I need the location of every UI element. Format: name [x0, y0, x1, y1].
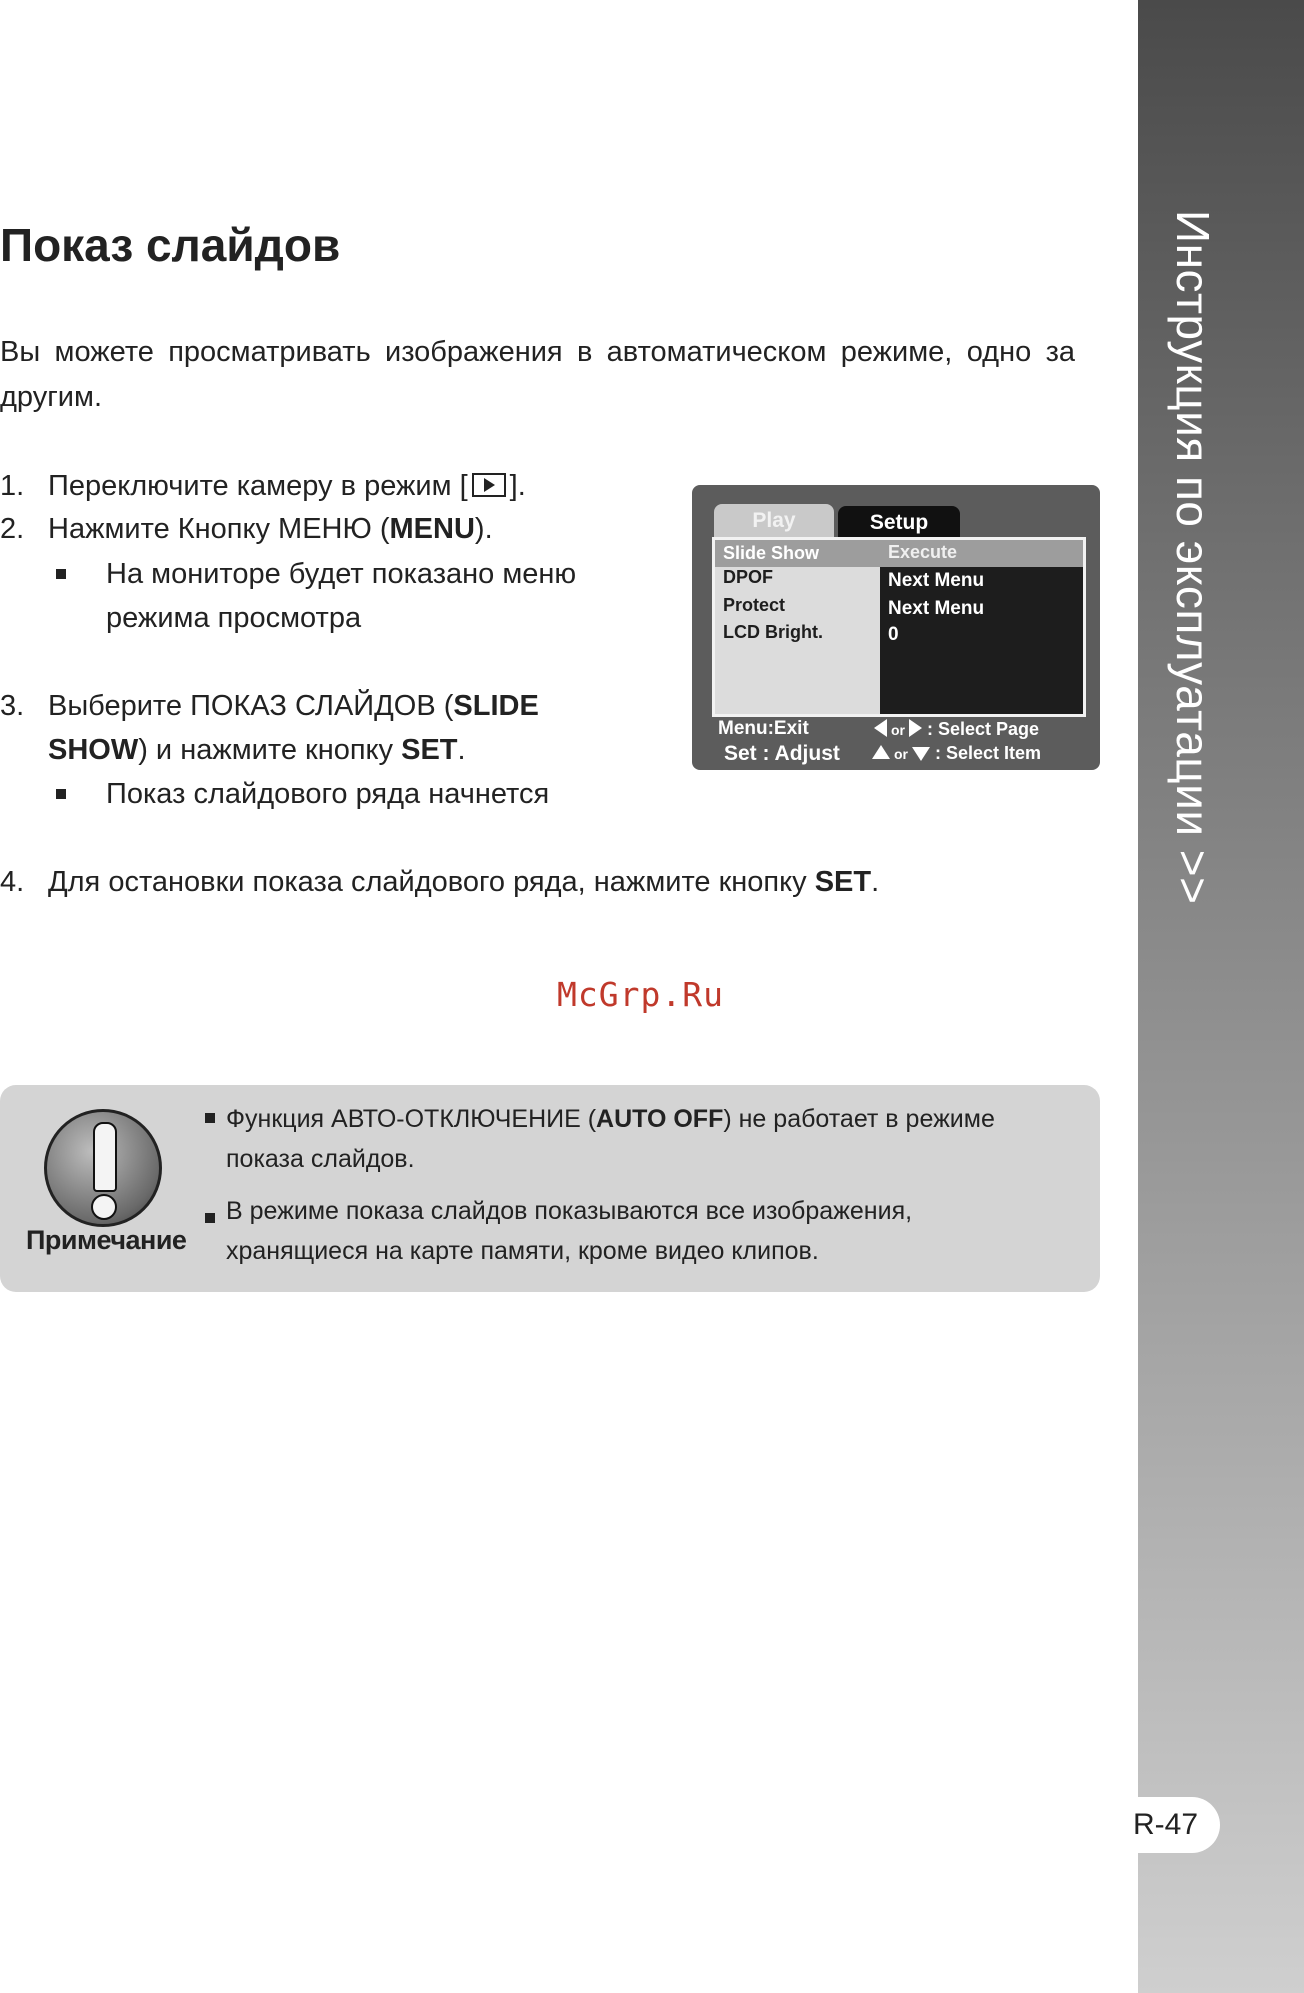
select-page-text: : Select Page [927, 719, 1040, 739]
tab-setup: Setup [838, 506, 960, 540]
camera-menu-screen [692, 485, 1100, 770]
menu-value-lcd-level: 0 [888, 624, 899, 645]
note-item-2: В режиме показа слайдов показываются все изображения, хранящиеся на карте памяти, кроме видео клипов. [226, 1197, 913, 1265]
note-bullet-square [205, 1213, 215, 1223]
step-2-bullet [0, 552, 680, 642]
menu-value-next-menu-2: Next Menu [888, 598, 985, 619]
arrow-right-icon [909, 719, 922, 737]
step-text-bold: SET [401, 734, 458, 766]
step-text-after: . [457, 734, 466, 766]
menu-panel [712, 537, 1086, 717]
footer-set-adjust: Set : Adjust [724, 742, 840, 765]
note-box [0, 1085, 1100, 1292]
step-text-bold: SHOW [48, 734, 139, 766]
page-number: R-47 [1133, 1808, 1199, 1841]
menu-item-protect: Protect [723, 595, 786, 615]
arrow-up-icon [872, 745, 890, 759]
note-label: Примечание [26, 1225, 187, 1255]
exclamation-icon [44, 1109, 162, 1227]
step-3-bullet [0, 772, 680, 816]
page-title: Показ слайдов [0, 219, 341, 271]
watermark: McGrp.Ru [557, 975, 724, 1014]
step-text-after: ]. [509, 470, 526, 502]
bullet-square [56, 569, 66, 579]
playback-mode-icon [472, 473, 506, 497]
step-text-bold: MENU [389, 513, 475, 545]
select-item-text: : Select Item [935, 743, 1042, 763]
step-text-mid: ) и нажмите кнопку [138, 734, 402, 766]
step-text-bold: SLIDE [453, 690, 539, 722]
bullet-line-2: режима просмотра [106, 602, 362, 634]
section-title-vertical: Инструкция по эксплуатации >> [1167, 210, 1219, 905]
note-bullet-square [205, 1113, 215, 1123]
menu-item-lcd-bright: LCD Bright. [723, 622, 823, 642]
bullet-square [56, 789, 66, 799]
footer-menu-exit: Menu:Exit [718, 718, 809, 739]
menu-item-dpof: DPOF [723, 567, 774, 587]
menu-value-execute: Execute [888, 542, 958, 562]
step-3 [0, 684, 680, 774]
exclamation-bar [93, 1122, 117, 1192]
note-text-before: Функция АВТО-ОТКЛЮЧЕНИЕ ( [226, 1105, 597, 1133]
step-text-line-2 [48, 728, 466, 772]
step-number: 2. [0, 513, 25, 545]
tab-play: Play [714, 504, 834, 538]
intro-paragraph: Вы можете просматривать изображения в автоматическом режиме, одно за другим. [0, 336, 1075, 413]
step-text-before: Нажмите Кнопку МЕНЮ ( [48, 513, 390, 545]
footer-select-page [874, 719, 1039, 740]
bullet-text: Показ слайдового ряда начнется [106, 778, 550, 810]
note-text-after: ) не работает в режиме показа слайдов. [226, 1105, 995, 1173]
step-text-after: ). [474, 513, 493, 545]
note-item-1 [226, 1099, 1056, 1179]
note-text-bold: AUTO OFF [596, 1105, 724, 1133]
footer-select-item [872, 743, 1041, 764]
step-text-bold: SET [814, 866, 872, 898]
menu-item-slide-show: Slide Show [723, 543, 820, 563]
or-text: or [891, 722, 905, 738]
step-text [48, 507, 493, 551]
step-number: 3. [0, 690, 25, 722]
step-text-before: Переключите камеру в режим [ [48, 470, 468, 502]
arrow-down-icon [912, 747, 930, 761]
arrow-left-icon [874, 719, 887, 737]
menu-value-next-menu-1: Next Menu [888, 570, 985, 591]
exclamation-dot [91, 1194, 117, 1220]
step-text [48, 860, 879, 904]
step-text [48, 464, 526, 508]
step-text-before: Для остановки показа слайдового ряда, нажмите кнопку [48, 866, 815, 898]
step-text-line-1 [48, 684, 539, 728]
or-text: or [894, 746, 908, 762]
step-text-after: . [871, 866, 880, 898]
step-number: 1. [0, 470, 25, 502]
step-number: 4. [0, 866, 25, 898]
bullet-line-1: На мониторе будет показано меню [106, 558, 577, 590]
step-text-before: Выберите ПОКАЗ СЛАЙДОВ ( [48, 690, 454, 722]
